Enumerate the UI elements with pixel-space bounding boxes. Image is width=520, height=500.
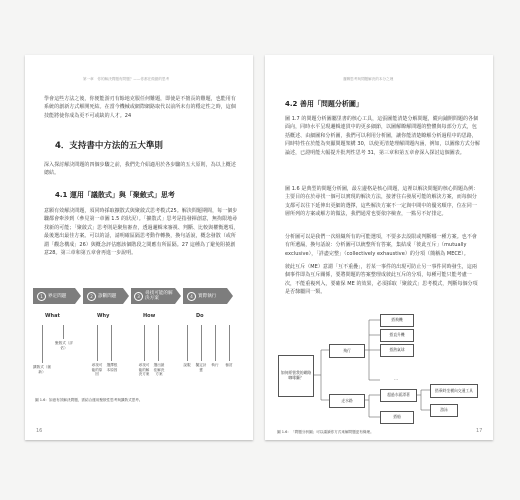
subheading: 4.1 運用「議散式」與「聚斂式」思考	[55, 191, 175, 199]
connector	[201, 325, 202, 361]
step-number: 4	[187, 292, 196, 301]
label-execute: 執行	[211, 363, 219, 367]
label-select-root-cause: 選擇根本原因	[106, 363, 118, 372]
connector	[63, 325, 64, 339]
tree-side-note: 搭乘時坐橫向交通工具	[430, 384, 478, 398]
connector	[42, 325, 43, 363]
figure-caption: 圖 1.6：如意有效解決問題，需結合運用聚斂性思考與擴散式思考。	[35, 398, 143, 402]
step-arrow	[75, 288, 81, 304]
page-number: 17	[476, 428, 483, 434]
connector	[97, 325, 98, 361]
step-2	[83, 288, 123, 304]
figure-caption: 圖 1.6：「問題分析圖」可以讓讀你方式來解問題更有條理。	[277, 430, 374, 434]
tree-leaf: 搭船	[380, 411, 414, 424]
step-label: 實際執行	[198, 294, 217, 299]
step-arrow	[227, 288, 233, 304]
tree-leaf-ellipsis: …	[380, 374, 412, 385]
section-heading: 4．支持書中方法的五大準則	[55, 141, 163, 151]
tree-root: 如何經營我的網路咖啡廳？	[278, 355, 314, 397]
question-why: Why	[97, 313, 110, 319]
tree-leaf: 超過水面漂著	[380, 389, 417, 402]
left-page	[25, 55, 253, 440]
connector	[158, 325, 159, 361]
section-heading: 4.2 善用「問題分析圖」	[285, 100, 363, 108]
label-persuade: 說服	[183, 363, 191, 367]
tree-leaf: 搭熱氣球	[380, 344, 414, 357]
page-number: 16	[36, 428, 43, 434]
label-find-causes: 尋找可能的原因	[91, 363, 103, 377]
paragraph: 彼此互斥（ME）意謂「互不重疊」，若某一事件的出現可防止另一事件同時發生，這兩個事件即為互斥關係，要將問題的答案整理成彼此互斥的分項，每種可能只能考慮一次，不能重複列入，要確保 ME 的效果，必須採取「聚斂式」思考模式，判斷每個分項是否隸屬同一類。	[285, 264, 478, 296]
running-head: 第一章 你的解決問題有問題？——你都在做錯的思考	[83, 77, 170, 81]
tree-leaf: 游泳	[430, 404, 458, 417]
label-divergent: 擴散式（創新）	[33, 365, 51, 374]
step-arrow	[175, 288, 181, 304]
intro-paragraph: 學會這些方法之後，你便能游刃有餘地克服任何難題，即使是不擅長的難題，也能用有系統的創新方式解開死結。在當今機械或網際網路取代以前所未有的穩定性之時，這個技能將使你成為更不可或缺的人才。24	[44, 96, 236, 119]
step-label: 尋找可能的解決方案	[145, 291, 173, 301]
paragraph: 分析圖可以是我們一次組織所有的可能選項，不要多去設限或判斷哪一種方案。也不會有所遺漏，換句話說：分析圖可以統整所有答案，集結成「彼此互斥」（mutually exclusive），「詳盡完整」（collectively exhaustive）的分項（簡稱為 MECE）。	[285, 234, 477, 257]
label-plan: 擬定計畫	[195, 363, 207, 372]
step-1	[33, 288, 75, 304]
step-number: 3	[134, 292, 143, 301]
tree-node-water: 走水路	[329, 394, 365, 408]
step-3	[131, 288, 175, 304]
connector	[144, 325, 145, 361]
label-convergent: 聚斂式（評估）	[55, 341, 73, 350]
question-what: What	[45, 313, 60, 319]
tree-leaf: 搭飛機	[380, 314, 414, 327]
tree-leaf: 搭直升機	[380, 329, 414, 342]
label-find-solutions: 尋找可能的解決方案	[138, 363, 150, 377]
step-arrow	[123, 288, 129, 304]
connector	[229, 325, 230, 361]
step-label: 診斷問題	[98, 294, 117, 299]
label-select-solution: 選出最佳解決方案	[153, 363, 165, 377]
connector	[187, 325, 188, 361]
step-number: 2	[87, 292, 96, 301]
label-review: 檢討	[225, 363, 233, 367]
right-page	[265, 55, 493, 440]
running-head: 邏輯思考與問題解決的本分之理	[343, 77, 394, 81]
step-label: 界定問題	[48, 294, 67, 299]
section-intro: 深入探討解決問題的四個步驟之前，我們先介紹適用於各步驟的五大原則，為以上概述總結。	[44, 162, 236, 177]
question-how: How	[143, 313, 156, 319]
subsection-paragraph: 意願有效解決問題，須同時採取擴散式與聚斂式思考模式25。解決問題期間，每一個步驟都會牽涉到（參見第一章圖 1.5 的狀況）。「擴散式」思考是指發揮創意，無拘限地尋找新的可能；「聚斂式」思考則是聚焦審查，透過邏輯來審視、判斷、比較與權衡選項，最後選出最佳方案。可以的話，請明確區隔思考動作轉換，換句話說，概念發散（或所謂「觀念構成」26）與概念評估應該個階段之間應有所區隔。27 這種為了避免阻撓創意28。第三章和第五章會再進一步說明。	[44, 208, 239, 257]
paragraph: 圖 1.7 的問題分析圖屬里書的核心工具，這張圖能清楚分解問題，縱向鋪開問題的各個面向，同時水平呈現邏輯連貫中的更多細節，以圖解瞭解問題的整體與每部分方式，包括概述、由細圖和分析圖，我們可以利用分析圖，讓你能清楚瞭解分析過程中的思路，同時特性在於能為突顯問題架構 30，以使更清楚理解問題內涵，例如，以圖像方式分解論述，已證明能大幅提升批判性思考 31，第三章和第五章會深入探討這個圖表。	[285, 116, 480, 156]
question-do: Do	[196, 313, 204, 319]
paragraph: 圖 1.6 是典型的問題分析圖，最左邊格是核心問題，這裡以解決問題的核心問題為例：主要目的在於尋找一個可以實現的解決方法，接著往右發展可能的解決方案，而每個分支都可以往下延伸出更細的選擇，這些解決方案不一定與中間中的優劣順序，位在同一層所列的方案或解方的做法，我們通常也要依序檢查，一點另不好排定。	[285, 186, 479, 218]
connector	[111, 325, 112, 361]
step-number: 1	[37, 292, 46, 301]
step-4	[183, 288, 227, 304]
tree-node-fly: 飛行	[329, 344, 365, 358]
connector	[215, 325, 216, 361]
